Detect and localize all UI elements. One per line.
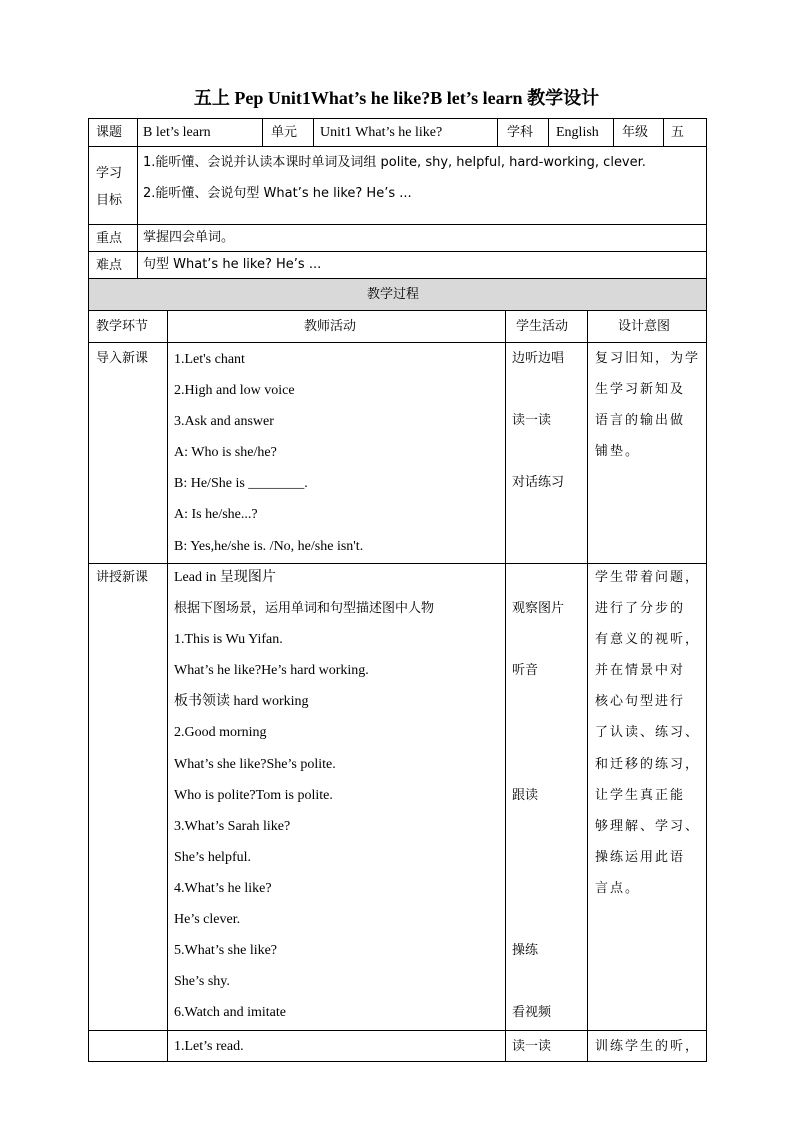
student-line [512, 631, 564, 662]
purpose-line: 进行了分步的 [595, 601, 686, 617]
student-line: 对话练习 [512, 475, 565, 491]
key-point-label: 重点 [96, 231, 123, 246]
student-line [512, 537, 564, 568]
student-line [512, 973, 564, 1004]
teacher-line: 根据下图场景，运用单词和句型描述图中人物 [174, 601, 435, 617]
process-heading: 教学过程 [367, 287, 420, 302]
difficulty-value: 句型 What’s he like? He’s ... [143, 257, 322, 272]
page-title: 五上 Pep Unit1What’s he like?B let’s learn 教学设计 [193, 88, 600, 108]
goals-label-line2: 目标 [96, 193, 123, 208]
section2-stage: 讲授新课 [96, 570, 149, 585]
topic-value: B let’s learn [143, 125, 211, 140]
section3-student: 读一读 [512, 1039, 552, 1054]
student-line [512, 381, 564, 412]
purpose-line: 复习旧知，为学 [595, 351, 701, 366]
teacher-line: B: Yes,he/she is. /No, he/she isn't. [174, 538, 364, 554]
section2-purpose [595, 569, 700, 911]
student-line: 观察图片 [512, 601, 565, 617]
student-line: 跟读 [512, 787, 539, 803]
student-line: 操练 [512, 943, 539, 959]
goals-label-line1: 学习 [96, 166, 123, 181]
student-line [512, 756, 564, 787]
student-line [512, 724, 564, 755]
purpose-line: 铺垫。 [595, 444, 641, 460]
section1-purpose [595, 350, 700, 474]
teacher-line: Who is polite?Tom is polite. [174, 787, 333, 803]
section3-purpose: 训练学生的听， [595, 1039, 701, 1054]
purpose-line: 够理解、学习、 [595, 818, 701, 834]
teacher-line: 5.What’s she like? [174, 943, 278, 959]
teacher-line: 4.What’s he like? [174, 880, 272, 896]
section1-student [512, 350, 564, 568]
teacher-line: What’s she like?She’s polite. [174, 756, 336, 772]
teacher-line: A: Is he/she...? [174, 507, 258, 523]
grade-label: 年级 [622, 125, 649, 140]
student-line [512, 505, 564, 536]
table-border [88, 342, 707, 343]
teacher-line: He’s clever. [174, 912, 241, 928]
table-border [313, 118, 314, 147]
student-line [512, 818, 564, 849]
table-border [706, 118, 707, 1062]
table-border [88, 1061, 707, 1062]
table-border [88, 118, 89, 1062]
student-line [512, 443, 564, 474]
table-border [663, 118, 664, 147]
table-border [262, 118, 263, 147]
table-border [88, 146, 707, 147]
purpose-line: 核心句型进行 [595, 694, 686, 710]
purpose-line: 了认读、练习、 [595, 725, 701, 741]
subject-label: 学科 [507, 125, 534, 140]
table-border [88, 251, 707, 252]
difficulty-label: 难点 [96, 258, 123, 273]
teacher-line: 3.What’s Sarah like? [174, 818, 291, 834]
student-line [512, 849, 564, 880]
teacher-line: 2.Good morning [174, 725, 267, 741]
student-line [512, 569, 564, 600]
teacher-line: Lead in 呈现图片 [174, 570, 276, 585]
col-header-purpose: 设计意图 [618, 319, 671, 334]
teacher-line: She’s shy. [174, 974, 230, 990]
table-border [587, 310, 588, 1062]
grade-value: 五 [671, 125, 685, 140]
section1-teacher [174, 351, 363, 569]
teacher-line: 板书领读 hard working [174, 694, 309, 710]
purpose-line: 并在情景中对 [595, 663, 686, 679]
purpose-line: 语言的输出做 [595, 413, 686, 429]
table-border [88, 118, 707, 119]
student-line [512, 911, 564, 942]
col-header-stage: 教学环节 [96, 319, 149, 334]
purpose-line: 有意义的视听， [595, 632, 701, 648]
student-line: 看视频 [512, 1005, 552, 1021]
table-border [137, 118, 138, 279]
topic-label: 课题 [96, 125, 123, 140]
table-border [548, 118, 549, 147]
goals-line-1: 1.能听懂、会说并认读本课时单词及词组 polite, shy, helpful, hard-working, clever. [143, 155, 646, 170]
teacher-line: 1.Let's chant [174, 352, 245, 367]
purpose-line: 和迁移的练习， [595, 756, 701, 772]
goals-line-2: 2.能听懂、会说句型 What’s he like? He’s ... [143, 186, 412, 201]
student-line: 边听边唱 [512, 351, 565, 366]
student-line: 读一读 [512, 413, 552, 429]
purpose-line: 操练运用此语 [595, 849, 686, 865]
table-border [88, 310, 707, 311]
section1-stage: 导入新课 [96, 351, 149, 366]
teacher-line: B: He/She is ________. [174, 476, 308, 492]
section2-student [512, 569, 564, 1035]
student-line [512, 880, 564, 911]
key-point-value: 掌握四会单词。 [143, 230, 235, 245]
teacher-line: 2.High and low voice [174, 383, 295, 399]
table-border [497, 118, 498, 147]
section3-teacher: 1.Let’s read. [174, 1039, 244, 1054]
table-border [88, 224, 707, 225]
purpose-line: 言点。 [595, 880, 641, 896]
purpose-line: 让学生真正能 [595, 787, 686, 803]
unit-value: Unit1 What’s he like? [320, 125, 443, 140]
purpose-line: 学生带着问题， [595, 570, 701, 585]
teacher-line: 6.Watch and imitate [174, 1005, 286, 1021]
student-line [512, 693, 564, 724]
table-border [167, 310, 168, 1062]
teacher-line: A: Who is she/he? [174, 445, 277, 461]
table-border [88, 278, 707, 279]
subject-value: English [556, 125, 599, 140]
teacher-line: 1.This is Wu Yifan. [174, 632, 283, 648]
teacher-line: 3.Ask and answer [174, 414, 274, 430]
teacher-line: She’s helpful. [174, 849, 251, 865]
student-line: 听音 [512, 663, 539, 679]
table-border [613, 118, 614, 147]
table-border [505, 310, 506, 1062]
unit-label: 单元 [271, 125, 298, 140]
teacher-line: What’s he like?He’s hard working. [174, 663, 369, 679]
col-header-teacher: 教师活动 [304, 319, 357, 334]
section2-teacher [174, 569, 434, 1035]
purpose-line: 生学习新知及 [595, 382, 686, 398]
col-header-student: 学生活动 [516, 319, 569, 334]
